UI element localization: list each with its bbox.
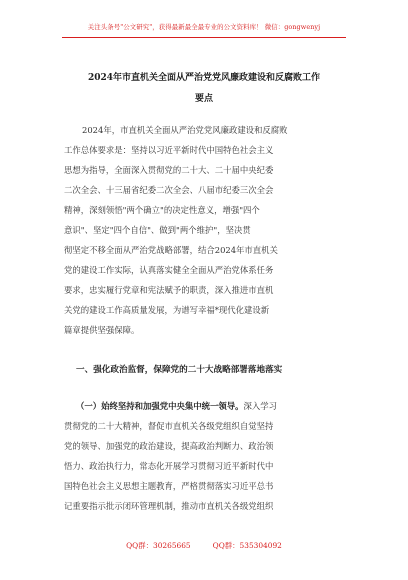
intro-line: 精神，深刻领悟"两个确立"的决定性意义，增强"四个: [64, 205, 260, 215]
document-title-continued: 要点: [194, 94, 213, 104]
intro-line: 要求，忠实履行党章和宪法赋予的职责，深入推进市直机: [64, 285, 274, 295]
footer-contacts: [0, 540, 408, 551]
subsection-first-line: [76, 400, 277, 412]
subsection-line: 记重要指示批示闭环管理机制，推动市直机关各级党组织: [64, 501, 274, 511]
subsection-line: 贯彻党的二十大精神，督促市直机关各级党组织自觉坚持: [64, 421, 274, 431]
header-notice: 关注头条号"公文研究"，获得最新最全最专业的公文资料库！ 微信：gongwenyj: [87, 23, 321, 31]
subsection-first-text: 深入学习: [243, 401, 277, 411]
footer-qq-group-2: QQ群：535304092: [212, 541, 282, 550]
document-title: 2024年市直机关全面从严治党党风廉政建设和反腐败工作: [87, 73, 321, 83]
section-heading: 一、强化政治监督，保障党的二十大战略部署落地落实: [76, 365, 283, 375]
intro-line: 2024年，市直机关全面从严治党党风廉政建设和反腐败: [82, 125, 288, 135]
footer-qq-group-1: QQ群：30265665: [126, 541, 191, 550]
subsection-line: 党的领导、加强党的政治建设，提高政治判断力、政治领: [64, 441, 274, 451]
intro-line: 工作总体要求是：坚持以习近平新时代中国特色社会主义: [64, 145, 274, 155]
intro-line: 二次全会、十三届省纪委二次全会、八届市纪委三次全会: [64, 185, 274, 195]
intro-line: 意识"、坚定"四个自信"、做到"两个维护"，坚决贯: [64, 225, 251, 235]
intro-line: 彻坚定不移全面从严治党战略部署，结合2024年市直机关: [64, 245, 278, 255]
intro-line: 思想为指导，全面深入贯彻党的二十大、二十届中央纪委: [64, 165, 274, 175]
intro-line: 关党的建设工作高质量发展，为谱写幸福*现代化建设新: [64, 305, 270, 315]
subsection-heading: （一）始终坚持和加强党中央集中统一领导。: [76, 401, 244, 411]
header-divider: [62, 37, 346, 38]
subsection-line: 悟力、政治执行力，常态化开展学习贯彻习近平新时代中: [64, 461, 274, 471]
intro-line: 党的建设工作实际，认真落实健全全面从严治党体系任务: [64, 265, 274, 275]
subsection-line: 国特色社会主义思想主题教育，严格贯彻落实习近平总书: [64, 481, 274, 491]
intro-line: 篇章提供坚强保障。: [64, 325, 140, 335]
